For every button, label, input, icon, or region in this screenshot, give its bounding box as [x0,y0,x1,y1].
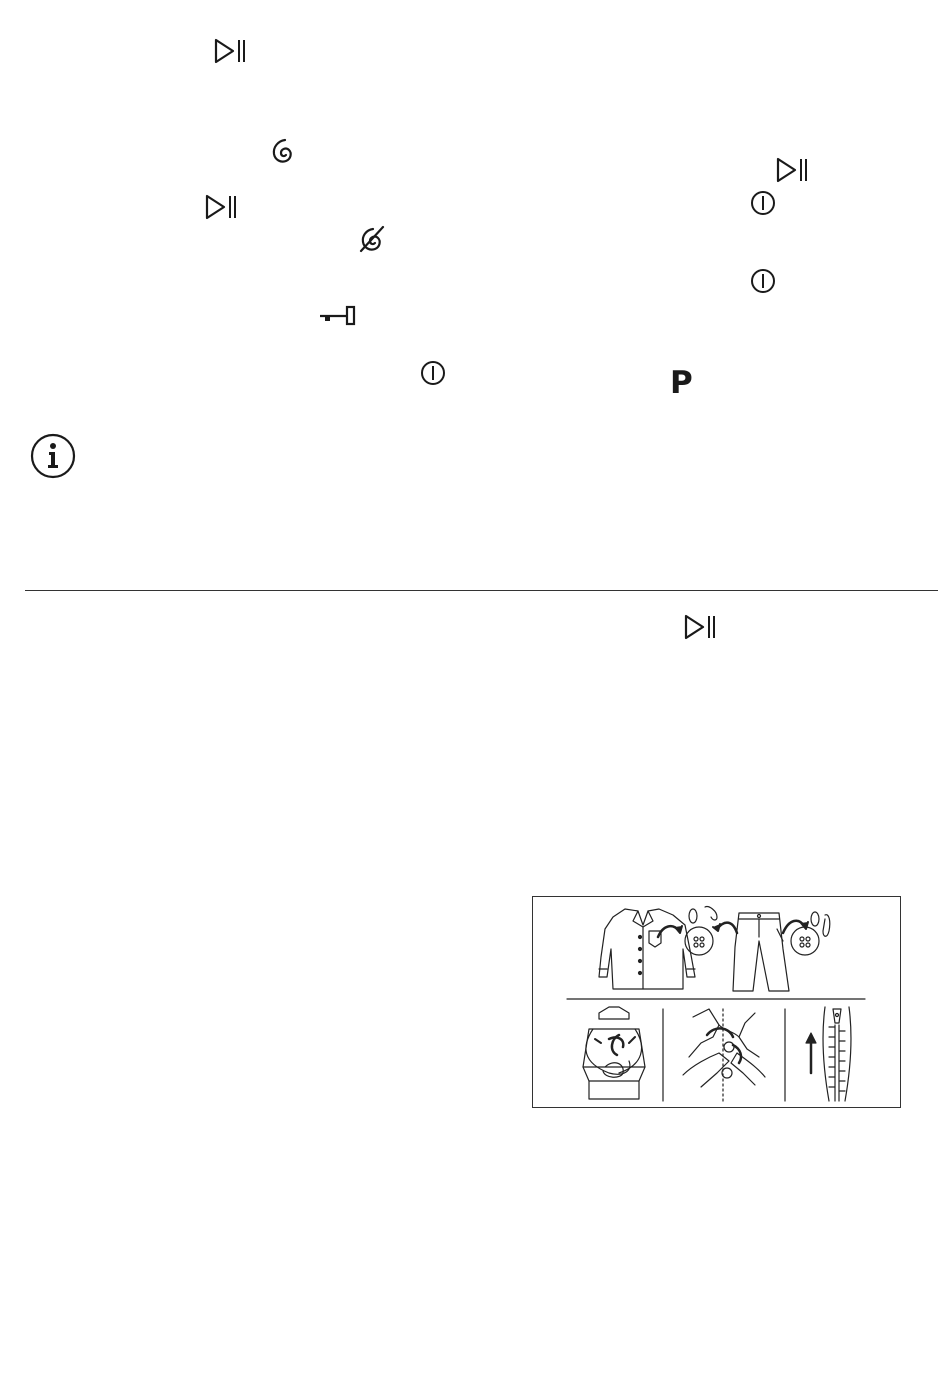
child-lock-key-icon [319,305,357,327]
shirt-illustration [599,909,695,989]
start-pause-icon [204,193,238,221]
power-icon [750,268,776,294]
trousers-illustration [733,913,789,991]
start-pause-icon [683,613,717,641]
start-pause-icon [213,37,247,65]
no-spin-icon [357,224,387,254]
section-divider [25,590,938,591]
start-pause-icon [775,156,809,184]
zipper-illustration [806,1007,851,1101]
laundry-bag-illustration [583,1007,645,1099]
spin-icon [270,137,296,165]
laundry-preparation-illustration [532,896,901,1108]
power-icon [420,360,446,386]
power-icon [750,190,776,216]
program-p-symbol: P [670,365,693,401]
buttoning-hands-illustration [683,1009,765,1101]
info-icon [30,433,76,479]
